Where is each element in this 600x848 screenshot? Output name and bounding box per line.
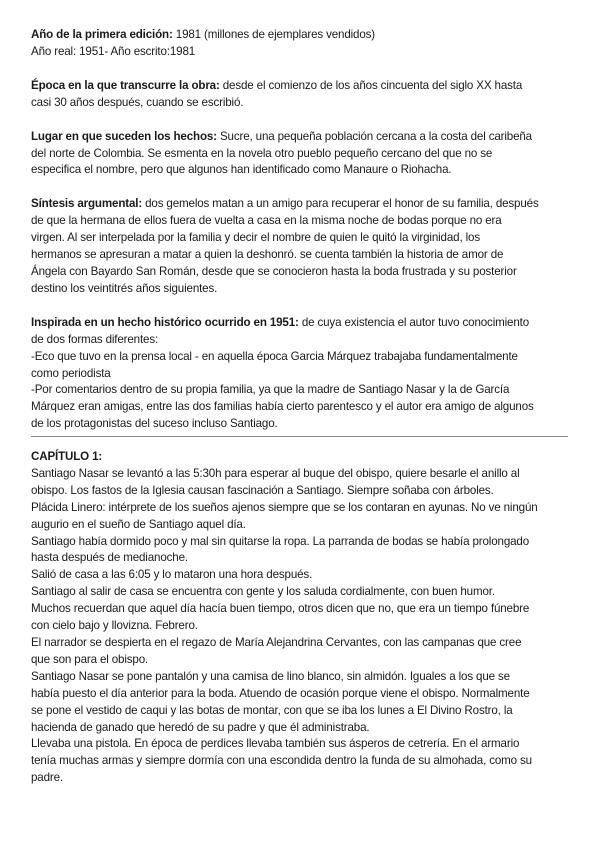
text-line [31, 78, 571, 95]
text-line: augurio en el sueño de Santiago aquel día. [31, 517, 246, 531]
epoch-label: Época en la que transcurre la obra: [31, 78, 220, 92]
text-line: especifica el nombre, pero que algunos han identificado como Manaure o Riohacha. [31, 163, 452, 177]
text-line: del norte de Colombia. Se esmenta en la novela otro pueblo pequeño cercano del que no se [31, 146, 493, 160]
text-line [31, 129, 571, 146]
text-line: destino los veintitrés años siguientes. [31, 281, 218, 295]
epoch-text: desde el comienzo de los años cincuenta del siglo XX hasta [219, 78, 523, 92]
text-line: de que la hermana de ellos fuera de vuelta a casa en la misma noche de bodas porque no era [31, 214, 502, 228]
text-line: de los protagonistas del suceso incluso Santiago. [31, 417, 278, 431]
text-line: Santiago Nasar se pone pantalón y una camisa de lino blanco, sin almidón. Iguales a los que se [31, 669, 510, 683]
book-info-section [31, 27, 571, 433]
text-line: Márquez eran amigas, entre las dos familias había cierto parentesco y el autor era amigo de algunos [31, 400, 534, 414]
chapter-title: CAPÍTULO 1: [31, 450, 103, 463]
text-line: padre. [31, 771, 63, 785]
synopsis-text: dos gemelos matan a un amigo para recuperar el honor de su familia, después [142, 197, 539, 211]
text-line: virgen. Al ser interpelada por la familia y decir el nombre de quien le quitó la virginidad, los [31, 231, 480, 245]
text-line: -Eco que tuvo en la prensa local - en aquella época Garcia Márquez trabajaba fundamentalmente [31, 349, 518, 363]
text-line [31, 27, 571, 44]
first-edition-paragraph [31, 27, 571, 61]
text-line: se pone el vestido de caqui y las botas de montar, con que se iba los lunes a El Divino Rostro, la [31, 703, 513, 717]
text-line: tenía muchas armas y siempre dormía con una escondida dentro la funda de su almohada, como su [31, 754, 532, 768]
inspiration-text: de cuya existencia el autor tuvo conocimiento [298, 315, 530, 329]
inspiration-paragraph [31, 315, 571, 433]
horizontal-divider [31, 436, 568, 437]
location-text: Sucre, una pequeña población cercana a la costa del caribeña [216, 129, 532, 143]
text-line: hasta después de medianoche. [31, 551, 188, 565]
location-label: Lugar en que suceden los hechos: [31, 129, 217, 143]
text-line: hacienda de ganado que heredó de su padre y que él administraba. [31, 720, 370, 734]
text-line: Santiago había dormido poco y mal sin quitarse la ropa. La parranda de bodas se había prolongado [31, 534, 530, 548]
text-line: El narrador se despierta en el regazo de María Alejandrina Cervantes, con las campanas que cree [31, 635, 522, 649]
text-line: -Por comentarios dentro de su propia familia, ya que la madre de Santiago Nasar y la de García [31, 383, 510, 397]
epoch-paragraph [31, 78, 571, 112]
text-line: de dos formas diferentes: [31, 332, 159, 346]
text-line: Santiago al salir de casa se encuentra con gente y los saluda cordialmente, con buen humor. [31, 585, 495, 599]
text-line: había puesto el día anterior para la boda. Atuendo de ocasión porque viene el obispo. Normalmente [31, 686, 530, 700]
location-paragraph [31, 129, 571, 180]
text-line: Llevaba una pistola. En época de perdices llevaba también sus ásperos de cetrería. En el armario [31, 737, 520, 751]
synopsis-label: Síntesis argumental: [31, 197, 143, 211]
chapter-1-section [31, 449, 571, 787]
synopsis-paragraph [31, 196, 571, 297]
text-line: Santiago Nasar se levantó a las 5:30h para esperar al buque del obispo, quiere besarle el anillo al [31, 466, 520, 480]
text-line: como periodista [31, 366, 111, 380]
text-line: Ángela con Bayardo San Román, desde que se conocieron hasta la boda frustrada y su posterior [31, 264, 517, 278]
first-edition-label: Año de la primera edición: [31, 28, 173, 41]
inspiration-label: Inspirada en un hecho histórico ocurrido en 1951: [31, 315, 299, 329]
text-line: Muchos recuerdan que aquel día hacía buen tiempo, otros dicen que no, que era un tiempo fúnebre [31, 602, 530, 616]
text-line: que son para el obispo. [31, 652, 149, 666]
first-edition-text: 1981 (millones de ejemplares vendidos) [172, 28, 376, 41]
text-line: obispo. Los fastos de la Iglesia causan fascinación a Santiago. Siempre soñaba con árboles. [31, 483, 494, 497]
text-line: Plácida Linero: intérprete de los sueños ajenos siempre que se los contaran en ayunas. No ve ningún [31, 500, 538, 514]
text-line: hermanos se apresuran a matar a quien la deshonró. se cuenta también la historia de amor de [31, 248, 504, 262]
text-line: Salió de casa a las 6:05 y lo mataron una hora después. [31, 568, 313, 582]
text-line: Año real: 1951- Año escrito:1981 [31, 44, 196, 58]
text-line [31, 315, 571, 332]
text-line: casi 30 años después, cuando se escribió. [31, 95, 244, 109]
text-line: con cielo bajo y llovizna. Febrero. [31, 619, 198, 633]
text-line [31, 196, 571, 213]
